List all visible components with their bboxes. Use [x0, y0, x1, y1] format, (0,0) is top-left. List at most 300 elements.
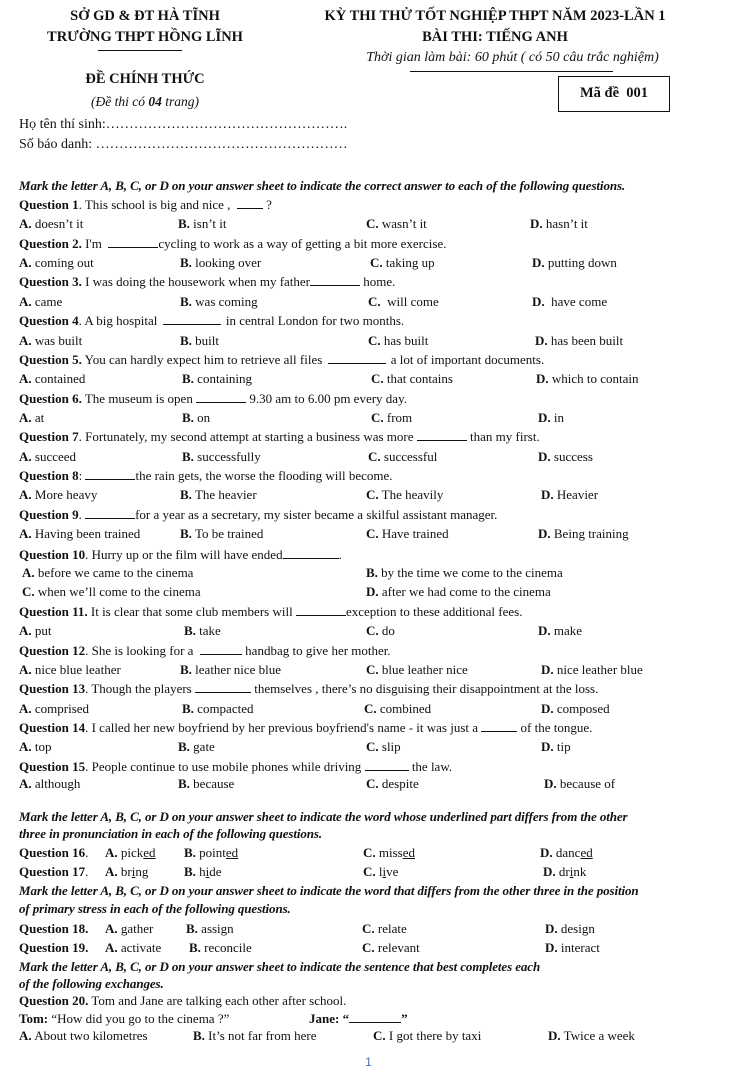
option-text: looking over: [195, 255, 262, 270]
question-text-after-blank: themselves , there’s no disguising their disappointment at the loss.: [250, 681, 599, 696]
option-letter: D.: [538, 410, 551, 425]
option-text: successful: [383, 449, 438, 464]
option-letter: C.: [366, 739, 379, 754]
option-text: wasn’t it: [381, 216, 427, 231]
question-18-option-c[interactable]: [362, 921, 407, 937]
question-text-before-blank: . Fortunately, my second attempt at starting a business was more: [78, 429, 417, 444]
option-letter: A.: [105, 845, 118, 860]
question-13-option-c[interactable]: [364, 701, 431, 717]
question-2-option-d[interactable]: [532, 255, 617, 271]
option-text: will come: [383, 294, 439, 309]
question-19-option-a[interactable]: [105, 940, 161, 956]
question-text-before-blank: . People continue to use mobile phones while driving: [85, 759, 365, 774]
answer-blank: [310, 274, 360, 286]
question-1-option-b[interactable]: [178, 216, 227, 232]
question-text-before-blank: It is clear that some club members will: [87, 604, 296, 619]
question-20-option-a[interactable]: [19, 1028, 148, 1044]
question-14-stem: [19, 720, 592, 736]
question-text-after-blank: exception to these additional fees.: [345, 604, 523, 619]
option-text: before we came to the cinema: [37, 565, 194, 580]
section-4-instruction-line-1: Mark the letter A, B, C, or D on your answer sheet to indicate the sentence that best completes each: [19, 959, 541, 974]
option-letter: C.: [371, 410, 384, 425]
answer-blank: [85, 507, 135, 519]
answer-blank: [328, 356, 386, 364]
question-11-option-d[interactable]: [538, 623, 582, 639]
option-letter: D.: [541, 487, 554, 502]
option-letter: C.: [368, 449, 381, 464]
question-label: Question 13: [19, 681, 86, 696]
option-letter: C.: [368, 294, 381, 309]
option-letter: D.: [540, 845, 553, 860]
option-text: put: [34, 623, 52, 638]
word-part: pick: [120, 845, 144, 860]
option-letter: C.: [362, 940, 375, 955]
answer-blank: [85, 468, 135, 480]
question-text-before-blank: I was doing the housework when my father: [81, 274, 311, 289]
department-name: SỞ GD & ĐT HÀ TĨNH: [70, 8, 220, 24]
option-letter: D.: [538, 449, 551, 464]
underlined-part: i: [205, 864, 210, 879]
question-19-option-b[interactable]: [189, 940, 252, 956]
option-letter: B.: [184, 864, 196, 879]
page-count-prefix: (Đề thi có: [91, 94, 149, 109]
question-10-option-c[interactable]: [22, 584, 201, 600]
word-part: h: [199, 864, 206, 879]
question-text-after-blank: a lot of important documents.: [387, 352, 545, 367]
question-16-option-d[interactable]: [540, 845, 593, 861]
option-letter: A.: [105, 921, 118, 936]
option-text: doesn’t it: [34, 216, 84, 231]
question-4-option-d[interactable]: [535, 333, 623, 349]
question-4-option-b[interactable]: [180, 333, 219, 349]
question-18-option-d[interactable]: [545, 921, 595, 937]
question-3-option-a[interactable]: [19, 294, 62, 310]
option-text: nice blue leather: [34, 662, 121, 677]
option-text: hasn’t it: [545, 216, 588, 231]
option-text: because of: [559, 776, 616, 791]
question-13-option-b[interactable]: [182, 701, 253, 717]
option-text: on: [197, 410, 211, 425]
option-text: which to contain: [551, 371, 639, 386]
question-1-option-c[interactable]: [366, 216, 427, 232]
question-label: Question 17: [19, 864, 86, 879]
question-5-option-d[interactable]: [536, 371, 639, 387]
question-3-option-b[interactable]: [180, 294, 258, 310]
question-text-after-blank: cycling to work as a way of getting a bit more exercise.: [158, 236, 447, 251]
option-text: To be trained: [194, 526, 264, 541]
answer-blank: [365, 759, 409, 771]
underlined-part: ed: [580, 845, 593, 860]
underlined-part: i: [382, 864, 387, 879]
question-text-before-blank: I'm: [81, 236, 109, 251]
exam-code: Mã đề 001: [579, 85, 649, 101]
question-20-option-b[interactable]: [193, 1028, 316, 1044]
question-19-option-d[interactable]: [545, 940, 600, 956]
question-5-option-a[interactable]: [19, 371, 85, 387]
jane-label: Jane:: [309, 1011, 340, 1026]
question-8-option-b[interactable]: [180, 487, 257, 503]
question-label: Question 9: [19, 507, 79, 522]
question-label: Question 11.: [19, 604, 88, 619]
question-16-option-c[interactable]: [363, 845, 415, 861]
option-letter: D.: [536, 371, 549, 386]
option-text: built: [195, 333, 220, 348]
option-text: from: [386, 410, 413, 425]
option-letter: D.: [538, 623, 551, 638]
question-8-option-c[interactable]: [366, 487, 443, 503]
question-text-after-blank: of the tongue.: [517, 720, 593, 735]
question-17-option-d[interactable]: [543, 864, 586, 880]
question-text-after-blank: the rain gets, the worse the flooding will become.: [135, 468, 393, 483]
question-label: Question 12: [19, 643, 86, 658]
option-letter: B.: [189, 940, 201, 955]
option-letter: A.: [105, 864, 118, 879]
question-label: Question 3.: [19, 274, 82, 289]
option-text: coming out: [34, 255, 94, 270]
question-18-label: [19, 921, 88, 937]
question-text-after-blank: .: [338, 547, 342, 562]
question-2-option-a[interactable]: [19, 255, 94, 271]
time-underline: [410, 71, 613, 72]
question-12-option-c[interactable]: [366, 662, 468, 678]
option-text: putting down: [547, 255, 617, 270]
option-letter: B.: [180, 294, 192, 309]
word-part: nk: [573, 864, 587, 879]
question-5-option-b[interactable]: [182, 371, 252, 387]
option-text: blue leather nice: [381, 662, 468, 677]
section-1-instruction: Mark the letter A, B, C, or D on your answer sheet to indicate the correct answer to each of the following questions.: [19, 178, 626, 193]
option-text: relevant: [377, 940, 420, 955]
page-count-number: 04: [148, 94, 162, 109]
question-2-option-c[interactable]: [370, 255, 435, 271]
option-text: reconcile: [204, 940, 252, 955]
option-text: in: [553, 410, 565, 425]
option-letter: B.: [178, 216, 190, 231]
option-letter: A.: [19, 410, 32, 425]
tom-line: “How did you go to the cinema ?”: [48, 1011, 230, 1026]
page-number: 1: [365, 1055, 372, 1069]
question-12-option-a[interactable]: [19, 662, 121, 678]
question-14-option-c[interactable]: [366, 739, 401, 755]
option-letter: C.: [366, 216, 379, 231]
question-label: Question 8: [19, 468, 79, 483]
question-text-before-blank: . She is looking for a: [85, 643, 200, 658]
tom-label: Tom:: [19, 1011, 49, 1026]
jane-line: [309, 1011, 408, 1027]
question-label: Question 16: [19, 845, 86, 860]
question-1-stem: [19, 197, 272, 213]
question-6-option-d[interactable]: [538, 410, 564, 426]
option-text: when we’ll come to the cinema: [37, 584, 201, 599]
question-19-option-c[interactable]: [362, 940, 420, 956]
option-letter: A.: [19, 255, 32, 270]
question-9-option-c[interactable]: [366, 526, 449, 542]
option-letter: B.: [180, 526, 192, 541]
option-letter: D.: [532, 294, 545, 309]
option-letter: D.: [541, 739, 554, 754]
option-text: activate: [120, 940, 162, 955]
question-2-stem: [19, 236, 446, 252]
answer-blank: [296, 604, 346, 616]
question-1-option-d[interactable]: [530, 216, 588, 232]
question-15-option-b[interactable]: [178, 776, 234, 792]
option-text: came: [34, 294, 63, 309]
section-2-instruction-line-2: three in pronunciation in each of the following questions.: [19, 826, 323, 841]
question-text-after-blank: home.: [360, 274, 396, 289]
answer-blank: [163, 317, 221, 325]
option-letter: D.: [548, 1028, 561, 1043]
question-label: Question 10: [19, 547, 86, 562]
option-text: gather: [120, 921, 154, 936]
option-letter: B.: [180, 333, 192, 348]
question-11-stem: [19, 604, 522, 620]
option-text: gate: [193, 739, 215, 754]
question-10-option-a[interactable]: [22, 565, 193, 581]
option-letter: B.: [178, 776, 190, 791]
question-text-after-blank: for a year as a secretary, my sister became a skilful assistant manager.: [135, 507, 498, 522]
option-text: The heavier: [194, 487, 257, 502]
option-text: Twice a week: [563, 1028, 635, 1043]
option-letter: C.: [366, 662, 379, 677]
question-12-option-b[interactable]: [180, 662, 281, 678]
question-label: Question 19.: [19, 940, 89, 955]
option-letter: D.: [530, 216, 543, 231]
question-16-label: Question 16.: [19, 845, 89, 860]
question-9-option-a[interactable]: [19, 526, 140, 542]
question-8-stem: [19, 468, 393, 484]
question-5-option-c[interactable]: [371, 371, 453, 387]
question-14-option-d[interactable]: [541, 739, 571, 755]
question-6-option-a[interactable]: [19, 410, 44, 426]
option-letter: B.: [182, 410, 194, 425]
option-text: taking up: [385, 255, 435, 270]
question-18-option-b[interactable]: [186, 921, 234, 937]
word-part: danc: [555, 845, 581, 860]
option-text: About two kilometres: [34, 1028, 148, 1043]
question-8-option-a[interactable]: [19, 487, 97, 503]
option-letter: A.: [19, 739, 32, 754]
option-text: Being training: [553, 526, 629, 541]
option-text: has been built: [550, 333, 624, 348]
word-part: ng: [135, 864, 149, 879]
option-text: relate: [377, 921, 407, 936]
option-text: have come: [547, 294, 608, 309]
word-part: ve: [386, 864, 399, 879]
official-label: ĐỀ CHÍNH THỨC: [85, 71, 205, 87]
underlined-part: i: [131, 864, 136, 879]
question-20-text: Tom and Jane are talking each other after school.: [88, 993, 347, 1008]
option-letter: C.: [366, 526, 379, 541]
question-17-option-a[interactable]: [105, 864, 148, 880]
question-text-before-blank: . Though the players: [85, 681, 195, 696]
question-20-dialogue: [19, 1011, 229, 1027]
question-text-before-blank: You can hardly expect him to retrieve all files: [81, 352, 326, 367]
question-18-option-a[interactable]: [105, 921, 153, 937]
option-letter: B.: [182, 701, 194, 716]
option-letter: C.: [366, 623, 379, 638]
question-13-option-a[interactable]: [19, 701, 89, 717]
option-letter: C.: [22, 584, 35, 599]
question-11-option-c[interactable]: [366, 623, 395, 639]
answer-blank: [237, 197, 263, 209]
option-text: contained: [34, 371, 86, 386]
question-3-option-d[interactable]: [532, 294, 607, 310]
question-17-label: Question 17.: [19, 864, 89, 879]
question-1-option-a[interactable]: [19, 216, 83, 232]
option-text: was coming: [195, 294, 258, 309]
answer-blank: [200, 643, 242, 655]
question-text-after-blank: in central London for two months.: [222, 313, 405, 328]
option-text: compacted: [197, 701, 254, 716]
question-6-option-b[interactable]: [182, 410, 210, 426]
question-text-before-blank: . This school is big and nice ,: [78, 197, 237, 212]
option-letter: B.: [180, 662, 192, 677]
question-8-option-d[interactable]: [541, 487, 598, 503]
option-text: make: [553, 623, 583, 638]
option-text: at: [34, 410, 45, 425]
question-15-option-d[interactable]: [544, 776, 615, 792]
answer-blank: [283, 547, 339, 559]
question-label: Question 6.: [19, 391, 82, 406]
exam-title: KỲ THI THỬ TỐT NGHIỆP THPT NĂM 2023-LẦN 1: [324, 8, 666, 24]
option-letter: C.: [371, 371, 384, 386]
question-16-option-a[interactable]: [105, 845, 156, 861]
question-4-option-a[interactable]: [19, 333, 82, 349]
underlined-part: ed: [402, 845, 416, 860]
question-4-option-c[interactable]: [368, 333, 428, 349]
question-label: Question 14: [19, 720, 86, 735]
option-text: composed: [556, 701, 610, 716]
question-17-option-b[interactable]: [184, 864, 222, 880]
question-20-option-c[interactable]: [373, 1028, 481, 1044]
question-15-option-a[interactable]: [19, 776, 80, 792]
option-text: The heavily: [381, 487, 444, 502]
jane-open-quote: “: [339, 1011, 350, 1026]
option-letter: B.: [184, 623, 196, 638]
exam-subject: BÀI THI: TIẾNG ANH: [422, 29, 568, 45]
jane-close-quote: ”: [401, 1011, 408, 1026]
question-text-after-blank: handbag to give her mother.: [241, 643, 391, 658]
question-17-option-c[interactable]: [363, 864, 398, 880]
question-text-before-blank: The museum is open: [81, 391, 197, 406]
question-7-option-d[interactable]: [538, 449, 593, 465]
question-11-option-b[interactable]: [184, 623, 221, 639]
question-label: Question 7: [19, 429, 79, 444]
option-letter: A.: [19, 623, 32, 638]
option-letter: C.: [370, 255, 383, 270]
exam-time: Thời gian làm bài: 60 phút ( có 50 câu trắc nghiệm): [366, 50, 659, 65]
question-label: Question 1: [19, 197, 79, 212]
option-text: Have trained: [381, 526, 449, 541]
option-text: success: [553, 449, 593, 464]
question-15-option-c[interactable]: [366, 776, 419, 792]
option-letter: B.: [366, 565, 378, 580]
option-letter: B.: [193, 1028, 205, 1043]
option-letter: D.: [543, 864, 556, 879]
section-4-instruction-line-2: of the following exchanges.: [19, 976, 164, 991]
question-10-option-b[interactable]: [366, 565, 563, 581]
option-text: tip: [556, 739, 571, 754]
option-text: that contains: [386, 371, 453, 386]
option-text: after we had come to the cinema: [381, 584, 551, 599]
question-12-option-d[interactable]: [541, 662, 643, 678]
question-label: Question 18.: [19, 921, 89, 936]
question-5-stem: [19, 352, 544, 368]
answer-blank: [196, 391, 246, 403]
word-part: l: [378, 864, 383, 879]
option-letter: C.: [364, 701, 377, 716]
option-letter: B.: [184, 845, 196, 860]
option-letter: D.: [541, 662, 554, 677]
answer-blank: [417, 429, 467, 441]
question-text-after-blank: ?: [262, 197, 272, 212]
question-11-option-a[interactable]: [19, 623, 52, 639]
section-2-instruction-line-1: Mark the letter A, B, C, or D on your answer sheet to indicate the word whose underlined part differs from the other: [19, 809, 628, 824]
option-letter: A.: [19, 526, 32, 541]
question-7-option-a[interactable]: [19, 449, 76, 465]
question-7-option-b[interactable]: [182, 449, 261, 465]
question-label: Question 15: [19, 759, 86, 774]
answer-blank: [195, 681, 251, 693]
option-text: Having been trained: [34, 526, 141, 541]
exam-code-box: [558, 76, 670, 112]
option-text: assign: [201, 921, 234, 936]
option-letter: D.: [538, 526, 551, 541]
question-3-option-c[interactable]: [368, 294, 439, 310]
option-text: top: [34, 739, 52, 754]
question-3-stem: [19, 274, 395, 290]
option-text: Heavier: [556, 487, 599, 502]
question-text-before-blank: . A big hospital: [78, 313, 161, 328]
option-letter: B.: [180, 255, 192, 270]
candidate-name-field[interactable]: Họ tên thí sinh:…………………………………………….: [19, 117, 348, 132]
option-letter: A.: [19, 701, 32, 716]
question-label: Question 2.: [19, 236, 82, 251]
question-text-before-blank: .: [78, 507, 86, 522]
option-text: take: [199, 623, 221, 638]
question-20-option-d[interactable]: [548, 1028, 635, 1044]
question-10-stem: [19, 547, 342, 563]
option-letter: A.: [22, 565, 35, 580]
question-text-before-blank: . Hurry up or the film will have ended: [85, 547, 283, 562]
question-10-option-d[interactable]: [366, 584, 551, 600]
question-9-option-b[interactable]: [180, 526, 263, 542]
question-7-option-c[interactable]: [368, 449, 437, 465]
answer-blank: [108, 236, 158, 248]
question-9-option-d[interactable]: [538, 526, 629, 542]
option-letter: C.: [366, 776, 379, 791]
question-14-option-b[interactable]: [178, 739, 215, 755]
option-text: design: [560, 921, 595, 936]
question-16-option-b[interactable]: [184, 845, 238, 861]
question-2-option-b[interactable]: [180, 255, 261, 271]
question-text-after-blank: 9.30 am to 6.00 pm every day.: [246, 391, 407, 406]
option-letter: C.: [363, 845, 376, 860]
question-label: Question 4: [19, 313, 79, 328]
option-letter: B.: [182, 371, 194, 386]
question-14-option-a[interactable]: [19, 739, 52, 755]
question-text-after-blank: than my first.: [466, 429, 540, 444]
underlined-part: i: [569, 864, 574, 879]
word-part: de: [209, 864, 222, 879]
question-6-option-c[interactable]: [371, 410, 412, 426]
candidate-number-field[interactable]: Số báo danh: ………………………………………………: [19, 137, 348, 152]
option-text: interact: [560, 940, 600, 955]
question-13-option-d[interactable]: [541, 701, 610, 717]
option-letter: A.: [19, 662, 32, 677]
option-text: comprised: [34, 701, 90, 716]
option-text: More heavy: [34, 487, 98, 502]
